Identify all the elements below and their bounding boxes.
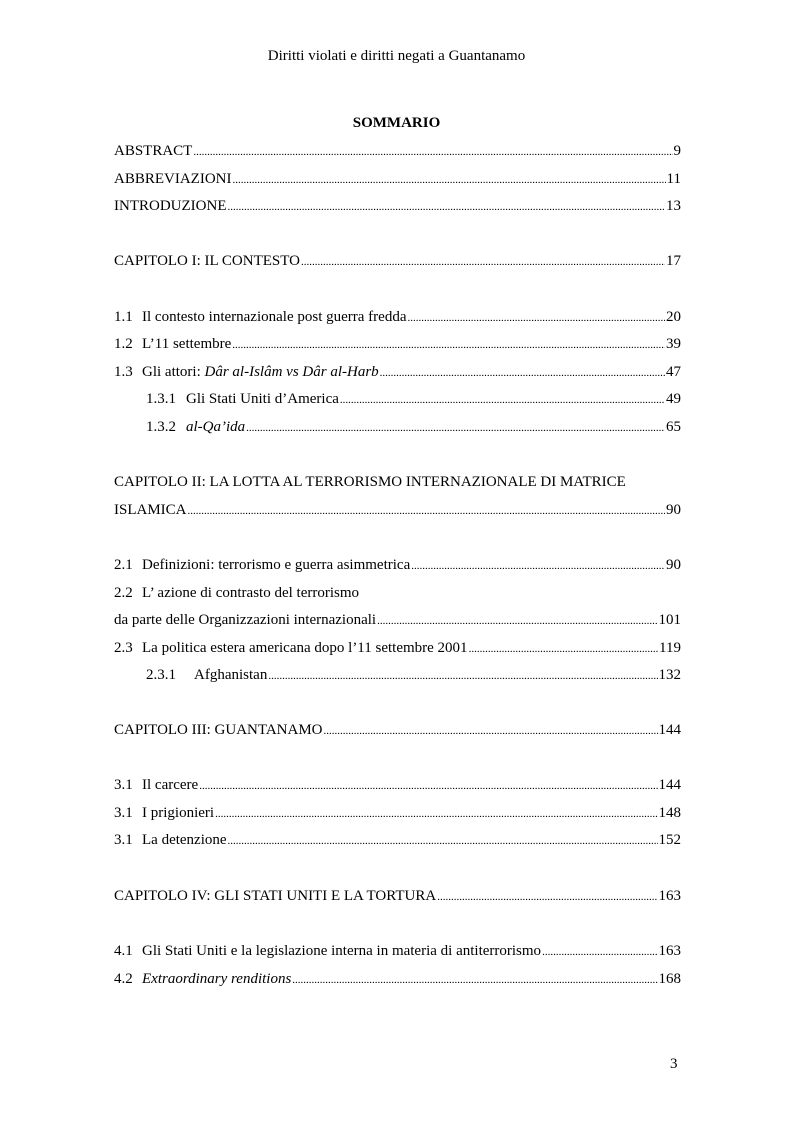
toc-entry-2-1 xyxy=(114,556,681,575)
toc-page: 13 xyxy=(666,198,681,214)
toc-label: La politica estera americana dopo l’11 settembre 2001 xyxy=(142,640,468,656)
toc-page: 132 xyxy=(658,667,681,683)
toc-label: CAPITOLO III: GUANTANAMO xyxy=(114,722,323,738)
toc-entry-chapter-3 xyxy=(114,721,681,740)
toc-page: 90 xyxy=(666,502,681,518)
toc-leader xyxy=(380,364,665,382)
toc-entry-1-3-1 xyxy=(146,390,681,409)
toc-entry-3-1-carcere xyxy=(114,776,681,795)
toc-entry-abbreviazioni xyxy=(114,170,681,189)
toc-number: 1.3.2 xyxy=(146,419,176,435)
toc-label: Definizioni: terrorismo e guerra asimmetrica xyxy=(142,557,411,573)
toc-number: 1.2 xyxy=(114,336,133,352)
toc-leader xyxy=(324,722,658,740)
toc-label: Gli Stati Uniti d’America xyxy=(186,391,339,407)
toc-label: ABBREVIAZIONI xyxy=(114,171,232,187)
toc-leader xyxy=(268,667,657,685)
toc-entry-3-1-detenzione xyxy=(114,831,681,850)
toc-page: 39 xyxy=(666,336,681,352)
toc-page: 20 xyxy=(666,309,681,325)
toc-page: 168 xyxy=(658,971,681,987)
toc-page: 144 xyxy=(658,777,681,793)
toc-label-italic: al-Qa’ida xyxy=(186,419,246,435)
toc-leader xyxy=(232,336,665,354)
toc-leader xyxy=(233,171,666,189)
toc-entry-chapter-2 xyxy=(114,501,681,520)
toc-entry-1-3-2 xyxy=(146,418,681,437)
toc-entry-introduzione xyxy=(114,197,681,216)
toc-label: CAPITOLO I: IL CONTESTO xyxy=(114,253,300,269)
toc-entry-2-3-1 xyxy=(146,666,681,685)
toc-entry-2-2 xyxy=(114,611,681,630)
toc-page: 163 xyxy=(658,943,681,959)
toc-entry-1-3 xyxy=(114,363,681,382)
toc-page: 119 xyxy=(659,640,681,656)
toc-number: 3.1 xyxy=(114,832,133,848)
toc-number: 1.3.1 xyxy=(146,391,176,407)
toc-leader xyxy=(215,805,657,823)
toc-label: Il contesto internazionale post guerra fredda xyxy=(142,309,407,325)
toc-label: La detenzione xyxy=(142,832,227,848)
toc-number: 1.1 xyxy=(114,309,133,325)
toc-entry-chapter-4 xyxy=(114,887,681,906)
toc-label: ABSTRACT xyxy=(114,143,193,159)
toc-label: da parte delle Organizzazioni internazionali xyxy=(114,612,377,628)
toc-chapter-2-line1: CAPITOLO II: LA LOTTA AL TERRORISMO INTERNAZIONALE DI MATRICE xyxy=(114,474,626,490)
toc-entry-2-2-line1 xyxy=(114,584,681,602)
toc-label: L’11 settembre xyxy=(142,336,232,352)
toc-label: L’ azione di contrasto del terrorismo xyxy=(142,585,360,601)
toc-page: 163 xyxy=(658,888,681,904)
toc-entry-abstract xyxy=(114,142,681,161)
toc-leader xyxy=(542,943,657,961)
toc-label: Gli Stati Uniti e la legislazione interna in materia di antiterrorismo xyxy=(142,943,542,959)
toc-leader xyxy=(340,391,665,409)
toc-number: 2.1 xyxy=(114,557,133,573)
toc-label-italic: Extraordinary renditions xyxy=(142,971,292,987)
toc-leader xyxy=(407,309,665,327)
toc-entry-chapter-1 xyxy=(114,252,681,271)
toc-label: I prigionieri xyxy=(142,805,215,821)
toc-leader xyxy=(193,143,672,161)
toc-number: 3.1 xyxy=(114,805,133,821)
toc-leader xyxy=(227,198,665,216)
toc-label: Gli attori: xyxy=(142,364,205,380)
toc-entry-1-1 xyxy=(114,308,681,327)
toc-leader xyxy=(292,971,657,989)
toc-page: 148 xyxy=(658,805,681,821)
toc-page: 152 xyxy=(658,832,681,848)
toc-leader xyxy=(228,832,658,850)
running-header: Diritti violati e diritti negati a Guantanamo xyxy=(267,48,526,64)
toc-page: 49 xyxy=(666,391,681,407)
toc-page: 101 xyxy=(658,612,681,628)
toc-entry-4-2 xyxy=(114,970,681,989)
toc-label: ISLAMICA xyxy=(114,502,187,518)
toc-number: 2.2 xyxy=(114,585,133,601)
toc-leader xyxy=(469,640,658,658)
toc-page: 144 xyxy=(658,722,681,738)
toc-page: 47 xyxy=(666,364,681,380)
toc-leader xyxy=(411,557,665,575)
page-number: 3 xyxy=(670,1056,678,1072)
toc-leader xyxy=(437,888,657,906)
toc-page: 90 xyxy=(666,557,681,573)
toc-leader xyxy=(199,777,657,795)
toc-leader xyxy=(188,502,665,520)
toc-leader xyxy=(377,612,657,630)
toc-page: 11 xyxy=(666,171,681,187)
toc-label: Afghanistan xyxy=(194,667,268,683)
toc-entry-3-1-prigionieri xyxy=(114,804,681,823)
toc-leader xyxy=(246,419,665,437)
page-title: SOMMARIO xyxy=(352,115,441,131)
toc-entry-1-2 xyxy=(114,335,681,354)
toc-number: 1.3 xyxy=(114,364,133,380)
toc-page: 17 xyxy=(666,253,681,269)
toc-number: 2.3 xyxy=(114,640,133,656)
toc-leader xyxy=(301,253,665,271)
toc-label: INTRODUZIONE xyxy=(114,198,227,214)
toc-label: CAPITOLO IV: GLI STATI UNITI E LA TORTURA xyxy=(114,888,437,904)
toc-page: 65 xyxy=(666,419,681,435)
toc-number: 4.1 xyxy=(114,943,133,959)
toc-entry-4-1 xyxy=(114,942,681,961)
toc-entry-2-3 xyxy=(114,639,681,658)
toc-label-italic: Dâr al-Islâm vs Dâr al-Harb xyxy=(204,364,379,380)
toc-number: 3.1 xyxy=(114,777,133,793)
toc-label: Il carcere xyxy=(142,777,199,793)
toc-number: 4.2 xyxy=(114,971,133,987)
toc-page: 9 xyxy=(673,143,681,159)
toc-number: 2.3.1 xyxy=(146,667,176,683)
